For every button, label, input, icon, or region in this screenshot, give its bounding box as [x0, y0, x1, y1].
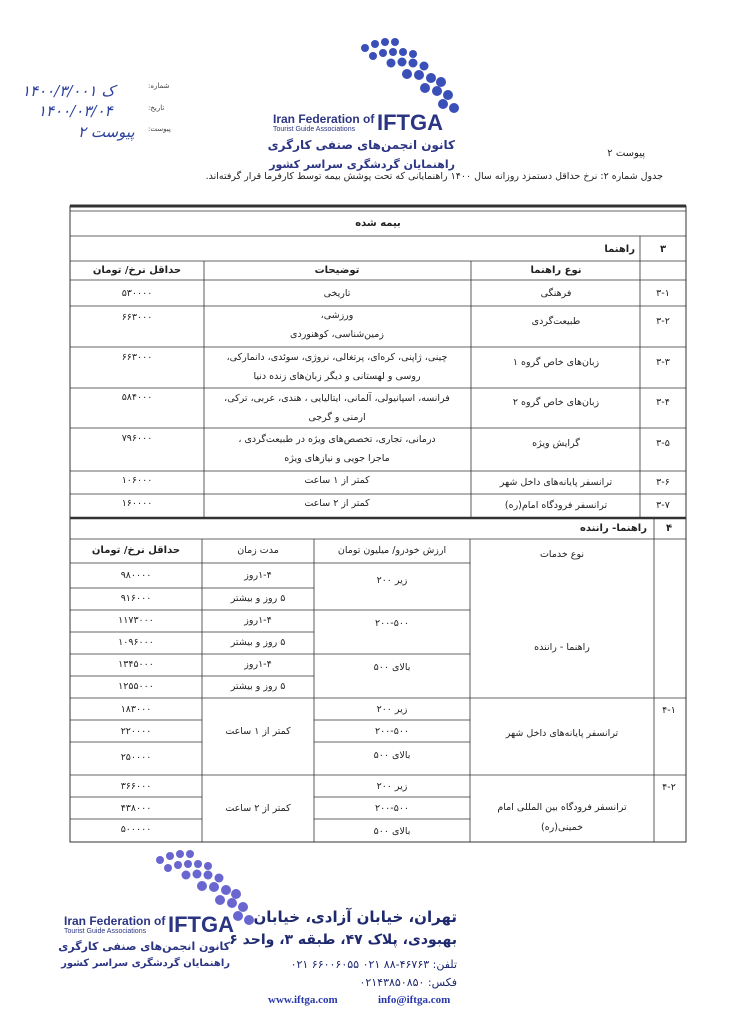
guide-type: زبان‌های خاص گروه ۱	[512, 357, 600, 368]
footer-website-link[interactable]: www.iftga.com	[268, 994, 338, 1006]
letter-date-value: ۱۴۰۰/۰۳/۰۴	[38, 102, 113, 120]
description-line1: درمانی، تجاری، تخصص‌های ویژه در طبیعت‌گردی ،	[238, 434, 436, 445]
min-rate: ۱۲۵۵۰۰۰	[118, 681, 154, 692]
min-rate: ۱۰۶۰۰۰	[121, 475, 153, 486]
logo-persian-line2: راهنمایان گردشگری سراسر کشور	[269, 158, 455, 171]
duration: ۱-۴روز	[244, 659, 272, 670]
s3-header-desc: توضیحات	[314, 265, 360, 276]
row-number: ۳-۱	[656, 288, 670, 299]
row-number: ۳-۵	[656, 438, 670, 449]
service-type: راهنما - راننده	[534, 642, 590, 653]
description-line2: زمین‌شناسی، کوهنوردی	[290, 329, 384, 340]
footer-address-line1: تهران، خیابان آزادی، خیابان	[253, 908, 457, 926]
s4-header-rate: حداقل نرخ/ تومان	[91, 545, 181, 556]
letter-number-value: ۱۴۰۰/ک ۳/۰۰۱	[22, 82, 115, 100]
logo-wave-icon	[345, 28, 465, 118]
description-line1: تاریخی	[323, 288, 351, 299]
footer-logo-english-subname: Tourist Guide Associations	[64, 928, 147, 935]
description-line2: ارمنی و گرجی	[308, 412, 366, 423]
min-rate: ۵۰۰۰۰۰	[120, 824, 152, 835]
row-number: ۳-۷	[656, 500, 670, 511]
min-rate: ۴۳۸۰۰۰	[120, 803, 152, 814]
duration: کمتر از ۱ ساعت	[225, 726, 291, 737]
min-rate: ۱۳۴۵۰۰۰	[118, 659, 154, 670]
description-line1: فرانسه، اسپانیولی، آلمانی، ایتالیایی ، هندی، عربی، ترکی،	[224, 393, 450, 404]
logo-persian-line1: کانون انجمن‌های صنفی کارگری	[267, 138, 455, 152]
footer-logo-english-name: Iran Federation of	[64, 914, 166, 928]
duration: ۵ روز و بیشتر	[230, 593, 286, 604]
duration: ۵ روز و بیشتر	[230, 681, 286, 692]
description-line1: ورزشی،	[320, 310, 354, 321]
guide-type: فرهنگی	[540, 288, 572, 299]
min-rate: ۵۸۴۰۰۰	[121, 392, 153, 403]
description-line1: چینی، ژاپنی، کره‌ای، پرتغالی، نروژی، سوئدی، دانمارکی،	[226, 352, 448, 363]
guide-type: زبان‌های خاص گروه ۲	[512, 397, 600, 408]
car-value: زیر ۲۰۰	[376, 575, 408, 586]
row-number: ۳-۴	[656, 397, 670, 408]
car-value: بالای ۵۰۰	[373, 750, 411, 761]
car-value: بالای ۵۰۰	[373, 826, 411, 837]
service-type: ترانسفر پایانه‌های داخل شهر	[505, 728, 619, 739]
car-value: بالای ۵۰۰	[373, 662, 411, 673]
footer-email-link[interactable]: info@iftga.com	[378, 994, 451, 1006]
footer-logo-acronym: IFTGA	[168, 912, 234, 937]
car-value: زیر ۲۰۰	[376, 781, 408, 792]
guide-type: طبیعت‌گردی	[531, 316, 581, 327]
s3-header-rate: حداقل نرخ/ تومان	[92, 265, 182, 276]
duration: ۱-۴روز	[244, 570, 272, 581]
section3-number: ۳	[659, 244, 667, 255]
description-line2: ماجرا جویی و نیازهای ویژه	[284, 453, 390, 464]
s4-header-car: ارزش خودرو/ میلیون تومان	[337, 545, 447, 556]
footer-address-line2: بهبودی، پلاک ۴۷، طبقه ۳، واحد ۶	[229, 932, 457, 948]
s3-header-type: نوع راهنما	[530, 265, 582, 276]
logo-english-name: Iran Federation of	[273, 112, 375, 126]
min-rate: ۶۶۳۰۰۰	[121, 312, 153, 323]
footer-phone: تلفن: ۴۶۷۶۳-۸۸ ۰۲۱ ۶۶۰۰۶۰۵۵ ۰۲۱	[290, 958, 457, 971]
service-type-line1: ترانسفر فرودگاه بین المللی امام	[497, 802, 627, 813]
header-logo	[265, 28, 475, 188]
duration: ۵ روز و بیشتر	[230, 637, 286, 648]
attachment-title: پیوست ۲	[607, 148, 645, 159]
service-type-line2: خمینی(ره)	[541, 822, 583, 833]
min-rate: ۱۱۷۳۰۰۰	[118, 615, 154, 626]
car-value: زیر ۲۰۰	[376, 704, 408, 715]
min-rate: ۱۶۰۰۰۰	[121, 498, 153, 509]
footer-logo-persian-line1: کانون انجمن‌های صنفی کارگری	[58, 940, 230, 953]
min-rate: ۶۶۳۰۰۰	[121, 352, 153, 363]
car-value: ۲۰۰-۵۰۰	[374, 726, 410, 737]
logo-acronym: IFTGA	[377, 110, 443, 135]
description-line1: کمتر از ۱ ساعت	[304, 475, 370, 486]
letter-number-label: شماره:	[148, 82, 170, 90]
min-rate: ۹۸۰۰۰۰	[120, 570, 152, 581]
letter-date-label: تاریخ:	[148, 104, 165, 112]
section3-label: راهنما	[604, 244, 635, 255]
min-rate: ۱۸۳۰۰۰	[120, 704, 152, 715]
min-rate: ۳۶۶۰۰۰	[120, 781, 152, 792]
s4-header-duration: مدت زمان	[237, 545, 279, 556]
row-number: ۳-۳	[656, 357, 670, 368]
footer-fax: فکس: ۰۲۱۴۳۸۵۰۸۵۰	[359, 976, 457, 989]
letter-attachment-value: پیوست ۲	[78, 123, 135, 141]
row-number: ۳-۲	[656, 316, 670, 327]
s4-header-service: نوع خدمات	[539, 549, 585, 560]
min-rate: ۲۵۰۰۰۰	[120, 752, 152, 763]
guide-type: گرایش ویژه	[532, 438, 580, 449]
guide-type: ترانسفر فرودگاه امام(ره)	[504, 500, 608, 511]
section4-label: راهنما- راننده	[580, 523, 647, 534]
guide-type: ترانسفر پایانه‌های داخل شهر	[499, 477, 613, 488]
car-value: ۲۰۰-۵۰۰	[374, 618, 410, 629]
footer-logo	[60, 840, 260, 990]
duration: ۱-۴روز	[244, 615, 272, 626]
description-line1: کمتر از ۲ ساعت	[304, 498, 370, 509]
min-rate: ۱۰۹۶۰۰۰	[118, 637, 154, 648]
letter-attachment-label: پیوست:	[148, 125, 171, 133]
min-rate: ۵۳۰۰۰۰	[121, 288, 153, 299]
row-number: ۴-۲	[662, 782, 676, 793]
section4-number: ۴	[665, 523, 673, 534]
logo-english-subname: Tourist Guide Associations	[273, 126, 356, 133]
min-rate: ۹۱۶۰۰۰	[120, 593, 152, 604]
car-value: ۲۰۰-۵۰۰	[374, 803, 410, 814]
table-caption: جدول شماره ۲: نرخ حداقل دستمزد روزانه سال ۱۴۰۰ راهنمایانی که تحت پوشش بیمه توسط کارفرما قرار گرفته‌اند.	[205, 171, 663, 182]
row-number: ۳-۶	[656, 477, 670, 488]
min-rate: ۲۲۰۰۰۰	[120, 726, 152, 737]
duration: کمتر از ۲ ساعت	[225, 803, 291, 814]
footer-logo-persian-line2: راهنمایان گردشگری سراسر کشور	[61, 958, 230, 969]
table-title: بیمه شده	[355, 218, 401, 229]
row-number: ۴-۱	[662, 705, 676, 716]
min-rate: ۷۹۶۰۰۰	[121, 433, 153, 444]
description-line2: روسی و لهستانی و دیگر زبان‌های زنده دنیا	[253, 371, 421, 382]
